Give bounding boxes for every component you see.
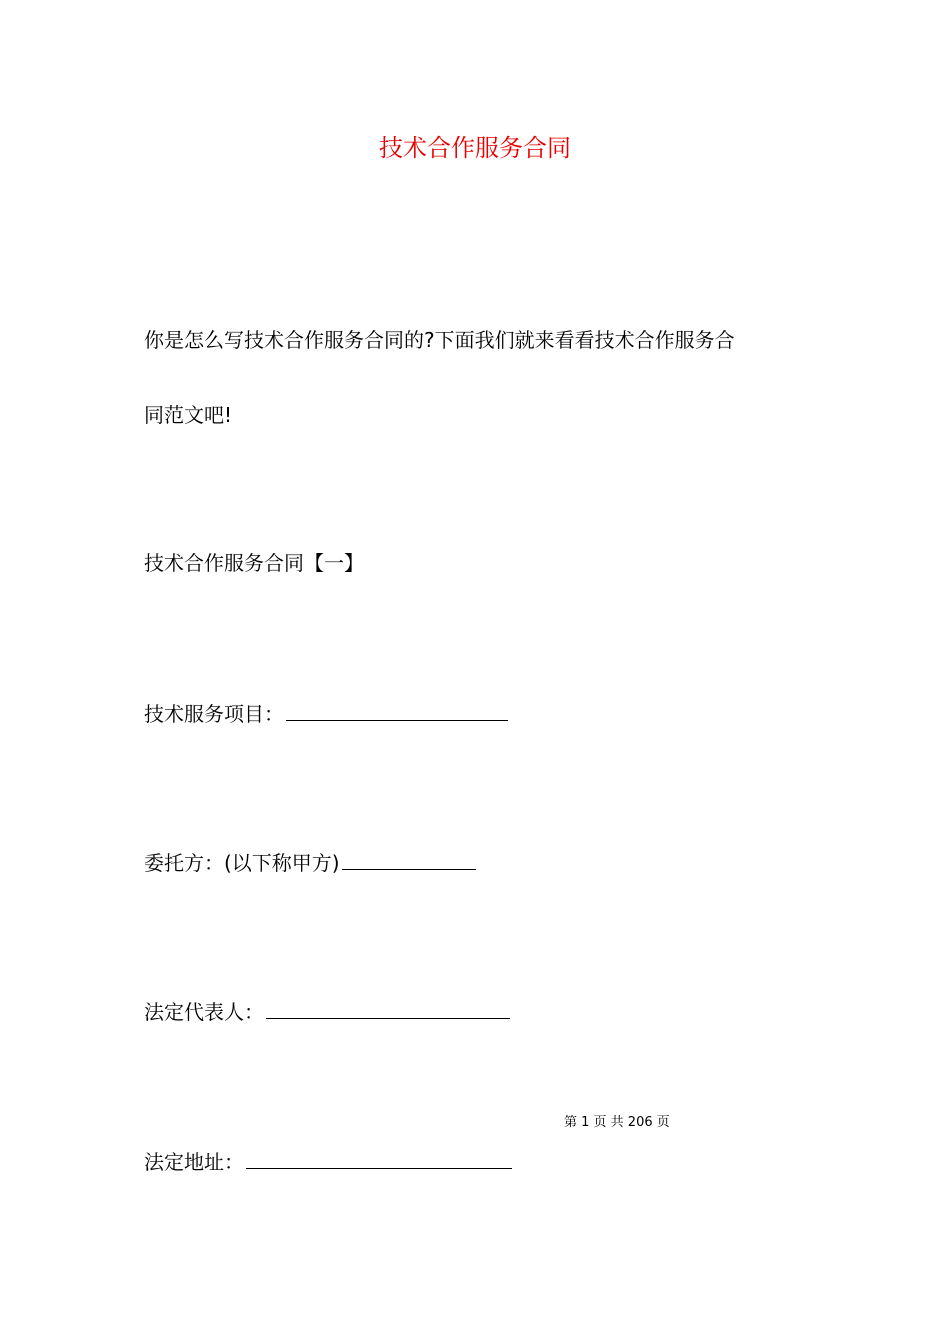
fill-in-blank	[286, 698, 508, 721]
field-label: 法定代表人：	[144, 1000, 264, 1024]
fill-in-blank	[246, 1146, 512, 1169]
page-indicator: 第 1 页 共 206 页	[564, 1115, 670, 1130]
fill-in-blank	[266, 996, 510, 1019]
fill-in-blank	[342, 847, 476, 870]
field-label: 法定地址：	[144, 1150, 244, 1174]
field-legal-representative	[144, 996, 510, 1027]
field-technical-service-item	[144, 698, 508, 729]
field-legal-address	[144, 1146, 512, 1177]
field-label: 委托方：(以下称甲方)	[144, 851, 340, 875]
intro-paragraph-line-2: 同范文吧!	[144, 403, 233, 427]
intro-paragraph-line-1: 你是怎么写技术合作服务合同的?下面我们就来看看技术合作服务合	[144, 328, 735, 352]
field-label: 技术服务项目：	[144, 702, 284, 726]
document-title: 技术合作服务合同	[379, 134, 571, 162]
field-client	[144, 847, 476, 878]
section-heading: 技术合作服务合同【一】	[144, 551, 364, 575]
